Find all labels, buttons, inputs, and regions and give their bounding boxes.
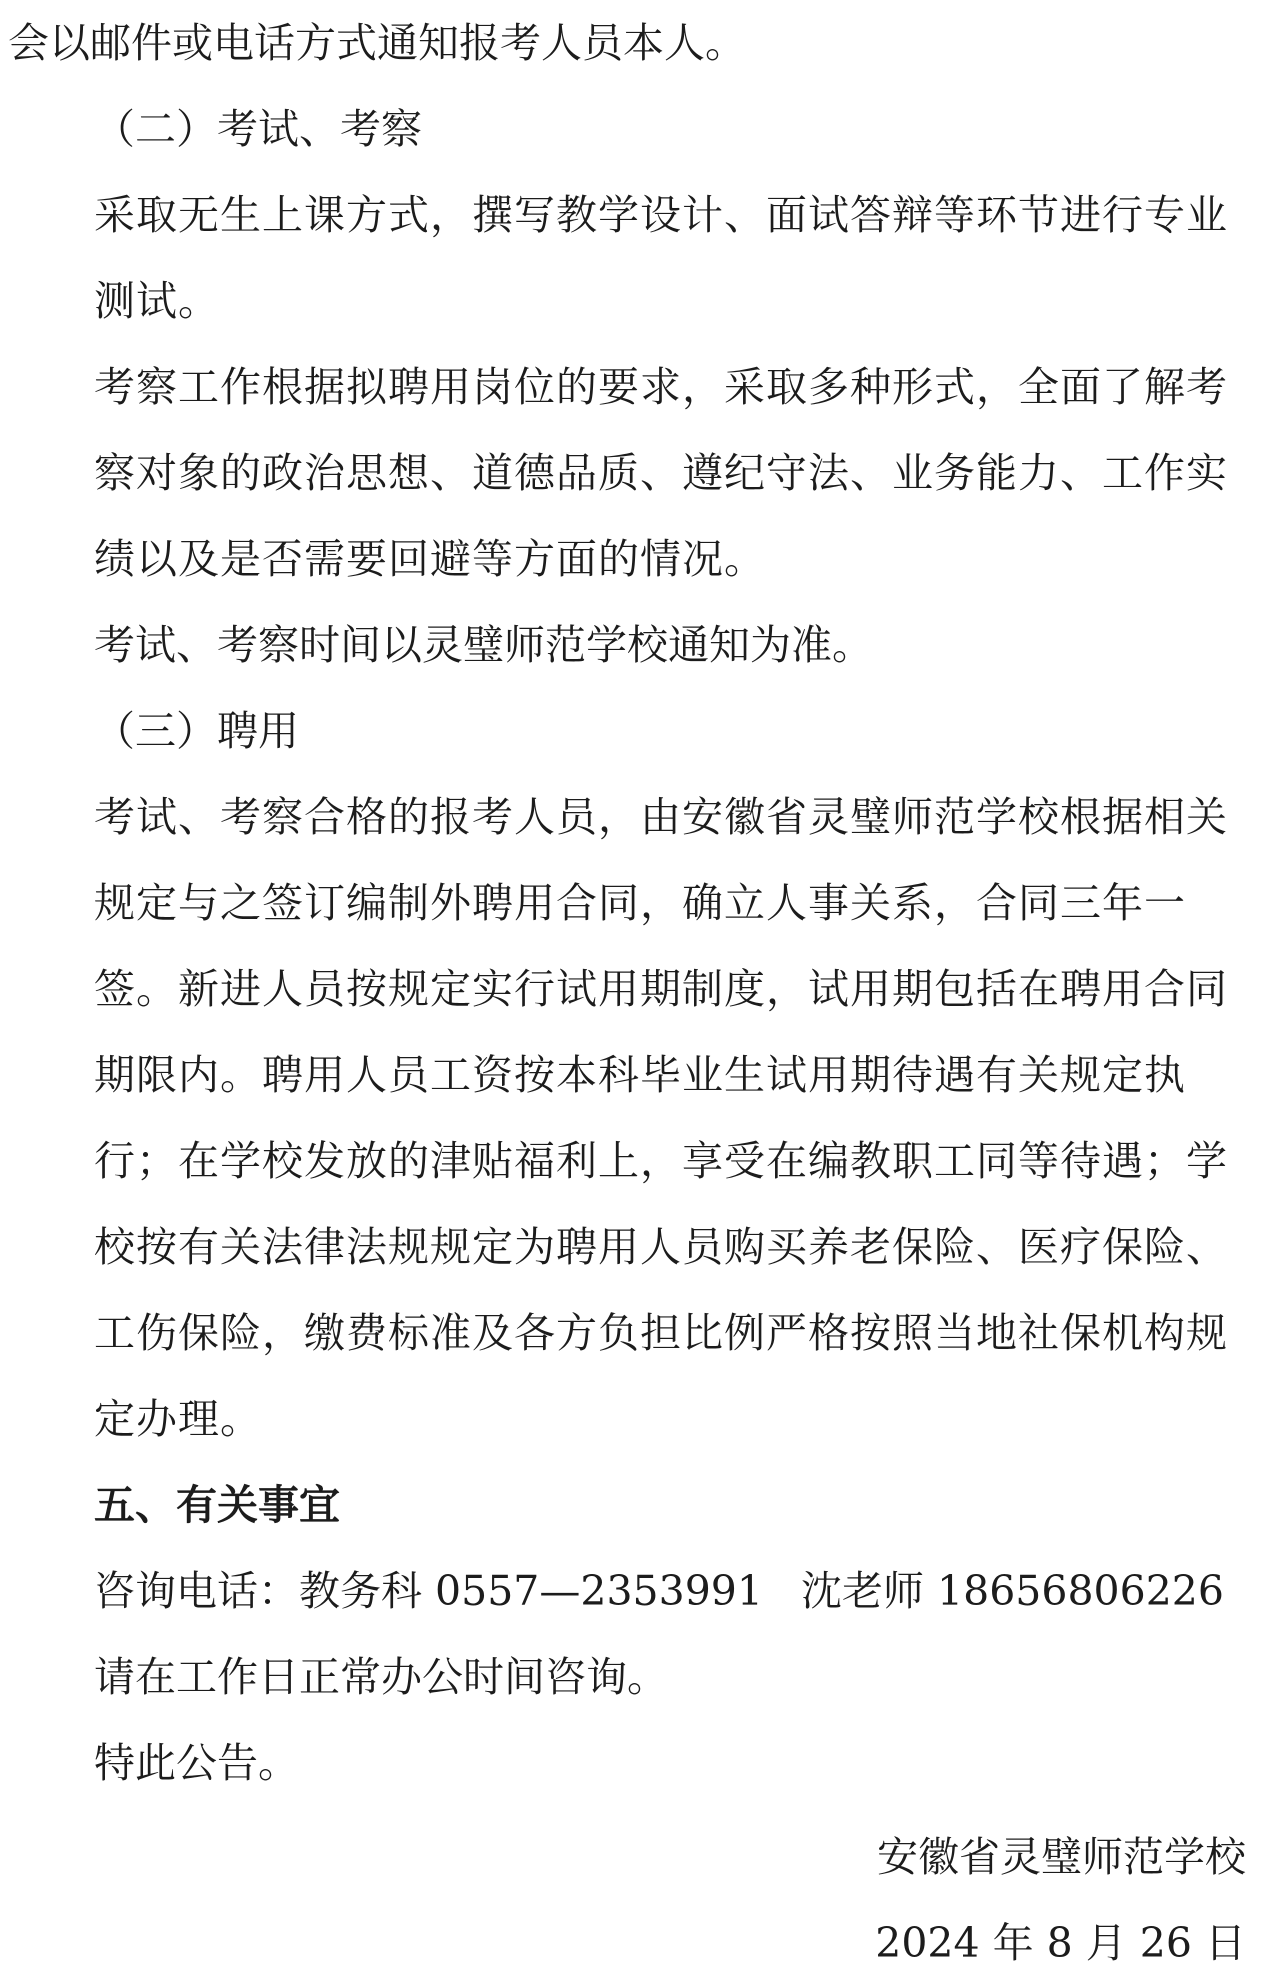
contact-line bbox=[8, 1548, 1262, 1634]
paragraph-exam-method: 采取无生上课方式，撰写教学设计、面试答辩等环节进行专业测试。 bbox=[94, 191, 1228, 325]
signature-organization: 安徽省灵璧师范学校 bbox=[877, 1833, 1246, 1881]
paragraph-exam-time: 考试、考察时间以灵璧师范学校通知为准。 bbox=[94, 621, 873, 669]
closing-remark: 特此公告。 bbox=[94, 1739, 299, 1787]
paragraph-inspection: 考察工作根据拟聘用岗位的要求，采取多种形式，全面了解考察对象的政治思想、道德品质、遵纪守法、业务能力、工作实绩以及是否需要回避等方面的情况。 bbox=[94, 363, 1228, 583]
contact-phone-teacher: 沈老师 18656806226 bbox=[800, 1567, 1224, 1615]
consultation-hours: 请在工作日正常办公时间咨询。 bbox=[94, 1653, 668, 1701]
signature-date: 2024 年 8 月 26 日 bbox=[875, 1919, 1246, 1967]
text-line: 会以邮件或电话方式通知报考人员本人。 bbox=[8, 19, 746, 67]
section-heading-hiring: （三）聘用 bbox=[94, 707, 299, 755]
paragraph-hiring: 考试、考察合格的报考人员，由安徽省灵璧师范学校根据相关规定与之签订编制外聘用合同，确立人事关系，合同三年一签。新进人员按规定实行试用期制度，试用期包括在聘用合同期限内。聘用人员工资按本科毕业生试用期待遇有关规定执行；在学校发放的津贴福利上，享受在编教职工同等待遇；学校按有关法律法规规定为聘用人员购买养老保险、医疗保险、工伤保险，缴费标准及各方负担比例严格按照当地社保机构规定办理。 bbox=[94, 793, 1228, 1443]
contact-phone-office: 咨询电话：教务科 0557—2353991 bbox=[94, 1567, 763, 1615]
section-heading-related-matters: 五、有关事宜 bbox=[94, 1481, 340, 1529]
section-heading-exam-inspection: （二）考试、考察 bbox=[94, 105, 422, 153]
